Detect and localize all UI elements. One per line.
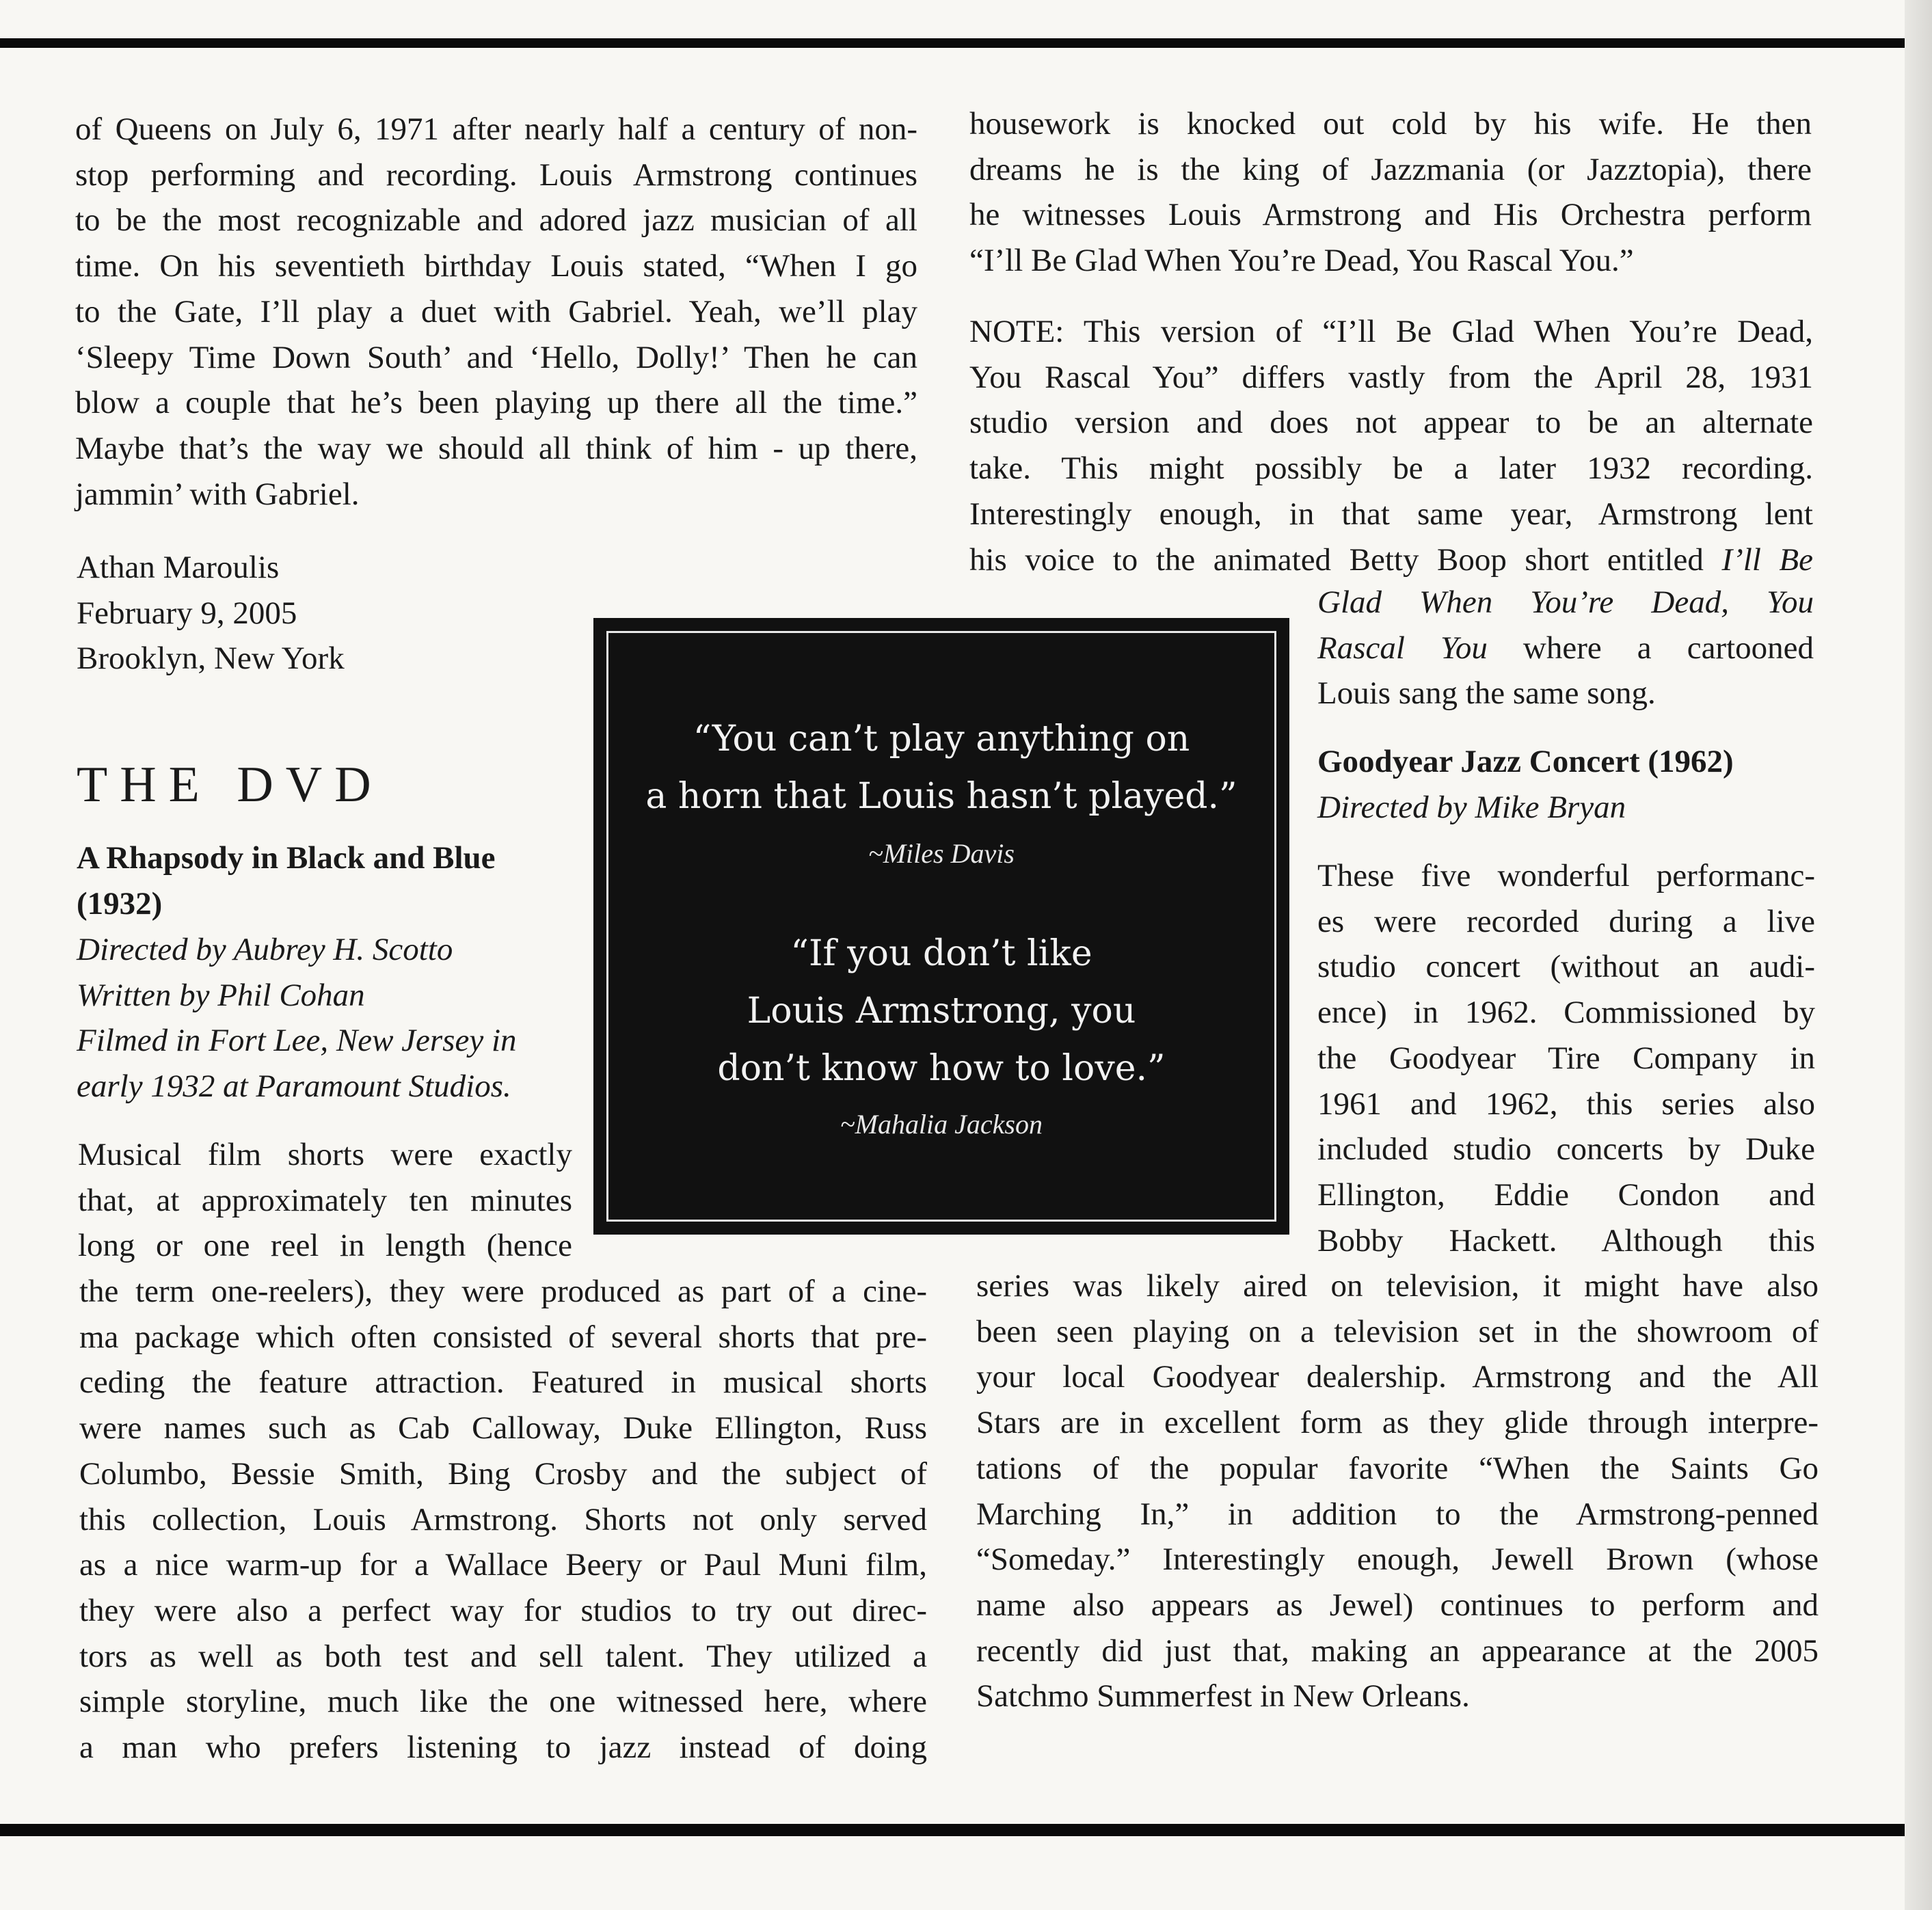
film1-title-line1: A Rhapsody in Black and Blue xyxy=(77,840,496,876)
film2-paragraph-body xyxy=(976,1263,1819,1719)
text-line: he witnesses Louis Armstrong and His Orchestra perform xyxy=(969,197,1812,233)
text-line: tations of the popular favorite “When the Saints Go xyxy=(976,1450,1819,1486)
text-line: take. This might possibly be a later 1932 recording. xyxy=(969,450,1813,487)
text-line: Stars are in excellent form as they glide through interpre- xyxy=(976,1405,1819,1441)
text-line: name also appears as Jewel) continues to perform and xyxy=(976,1587,1819,1623)
text-line: 1961 and 1962, this series also xyxy=(1317,1086,1815,1122)
film1-writer: Written by Phil Cohan xyxy=(77,977,365,1013)
film2-title: Goodyear Jazz Concert (1962) xyxy=(1317,744,1734,779)
film1-paragraph-narrow xyxy=(78,1132,572,1269)
text-line: es were recorded during a live xyxy=(1317,903,1815,939)
text-line: studio concert (without an audi- xyxy=(1317,949,1815,985)
text-line: the Goodyear Tire Company in xyxy=(1317,1040,1815,1076)
quote-line: Louis Armstrong, you xyxy=(747,991,1136,1032)
attribution-mahalia-jackson: ~Mahalia Jackson xyxy=(840,1109,1043,1140)
text-line: blow a couple that he’s been playing up there all the time.” xyxy=(75,385,917,421)
signature-date: February 9, 2005 xyxy=(77,595,297,631)
text-line: that, at approximately ten minutes xyxy=(78,1182,572,1218)
text-line: “Someday.” Interestingly enough, Jewell Brown (whose xyxy=(976,1542,1819,1578)
text-line: Bobby Hackett. Although this xyxy=(1317,1222,1815,1259)
quote-line: don’t know how to love.” xyxy=(717,1048,1166,1089)
page-edge xyxy=(1905,0,1932,1910)
text-line: were names such as Cab Calloway, Duke Ellington, Russ xyxy=(79,1410,927,1447)
top-rule xyxy=(0,38,1907,48)
text-line: long or one reel in length (hence xyxy=(78,1228,572,1264)
text-line: Marching In,” in addition to the Armstrong-penned xyxy=(976,1496,1819,1532)
text-line: tors as well as both test and sell talent. They utilized a xyxy=(79,1638,927,1674)
author-name: Athan Maroulis xyxy=(77,550,280,585)
quote-line: a horn that Louis hasn’t played.” xyxy=(645,776,1237,817)
quote-line: “You can’t play anything on xyxy=(693,718,1190,759)
text-line: this collection, Louis Armstrong. Shorts not only served xyxy=(79,1501,927,1537)
text-line: ‘Sleepy Time Down South’ and ‘Hello, Dolly!’ Then he can xyxy=(75,339,917,375)
text-line: Ellington, Eddie Condon and xyxy=(1317,1176,1815,1213)
text-line: recently did just that, making an appearance at the 2005 xyxy=(976,1632,1819,1669)
text-line: Columbo, Bessie Smith, Bing Crosby and the subject of xyxy=(79,1455,927,1492)
text-line: Maybe that’s the way we should all think of him - up there, xyxy=(75,430,917,466)
text-line: series was likely aired on television, it might have also xyxy=(976,1268,1819,1304)
text-line: NOTE: This version of “I’ll Be Glad When You’re Dead, xyxy=(969,314,1813,349)
film1-location: Filmed in Fort Lee, New Jersey in xyxy=(77,1023,517,1059)
text-line: jammin’ with Gabriel. xyxy=(75,476,360,512)
film1-credits xyxy=(77,927,517,1109)
note-line-6: his voice to the animated Betty Boop short entitled I’ll Be xyxy=(969,541,1813,578)
section-title: THE DVD xyxy=(77,757,384,813)
text-line: ence) in 1962. Commissioned by xyxy=(1317,995,1815,1031)
film1-title-line2: (1932) xyxy=(77,885,163,922)
film1-paragraph-body xyxy=(79,1269,927,1771)
attribution-miles-davis: ~Miles Davis xyxy=(868,838,1015,869)
film2-director: Directed by Mike Bryan xyxy=(1317,790,1626,825)
text-line: as a nice warm-up for a Wallace Beery or Paul Muni film, xyxy=(79,1547,927,1583)
text-line: been seen playing on a television set in the showroom of xyxy=(976,1313,1819,1349)
text-line: These five wonderful performanc- xyxy=(1317,858,1815,893)
film2-paragraph-narrow xyxy=(1317,853,1815,1263)
quote-miles-davis xyxy=(595,710,1287,825)
text-line: Musical film shorts were exactly xyxy=(78,1137,572,1172)
film1-director: Directed by Aubrey H. Scotto xyxy=(77,932,453,967)
pull-quote-box xyxy=(593,618,1289,1235)
text-line: You Rascal You” differs vastly from the April 28, 1931 xyxy=(969,359,1813,395)
text-line: ma package which often consisted of several shorts that pre- xyxy=(79,1319,927,1355)
quote-line: “If you don’t like xyxy=(790,933,1092,974)
film1-title xyxy=(77,835,496,926)
text-line: simple storyline, much like the one witnessed here, where xyxy=(79,1684,927,1720)
bottom-rule xyxy=(0,1824,1907,1836)
text-line: “I’ll Be Glad When You’re Dead, You Rascal You.” xyxy=(969,243,1634,279)
signature-place: Brooklyn, New York xyxy=(77,641,345,677)
note-paragraph-narrow xyxy=(1317,580,1814,716)
text-line: time. On his seventieth birthday Louis stated, “When I go xyxy=(75,248,917,284)
film1-paragraph-continued xyxy=(969,101,1812,284)
text-line: stop performing and recording. Louis Armstrong continues xyxy=(75,157,917,193)
quote-mahalia-jackson xyxy=(595,925,1287,1097)
text-line: the term one-reelers), they were produced as part of a cine- xyxy=(79,1274,927,1309)
text-line: your local Goodyear dealership. Armstrong and the All xyxy=(976,1359,1819,1395)
text-line: Interestingly enough, in that same year, Armstrong lent xyxy=(969,496,1813,532)
note-narrow-line1: Glad When You’re Dead, You xyxy=(1317,584,1814,620)
text-line: housework is knocked out cold by his wife. He then xyxy=(969,106,1812,142)
note-narrow-line3: Louis sang the same song. xyxy=(1317,675,1656,712)
text-line: to the Gate, I’ll play a duet with Gabriel. Yeah, we’ll play xyxy=(75,293,917,329)
author-signature xyxy=(77,545,345,682)
text-line: dreams he is the king of Jazzmania (or Jazztopia), there xyxy=(969,151,1812,187)
text-line: a man who prefers listening to jazz instead of doing xyxy=(79,1730,927,1766)
intro-paragraph xyxy=(75,107,917,517)
note-paragraph xyxy=(969,309,1813,582)
text-line: Satchmo Summerfest in New Orleans. xyxy=(976,1678,1470,1714)
text-line: they were also a perfect way for studios to try out direc- xyxy=(79,1592,927,1628)
text-line: ceding the feature attraction. Featured in musical shorts xyxy=(79,1364,927,1401)
text-line: to be the most recognizable and adored jazz musician of all xyxy=(75,202,917,239)
text-line: studio version and does not appear to be an alternate xyxy=(969,405,1813,441)
note-narrow-line2: Rascal You where a cartooned xyxy=(1317,630,1814,666)
text-line: included studio concerts by Duke xyxy=(1317,1131,1815,1168)
film1-date: early 1932 at Paramount Studios. xyxy=(77,1068,511,1105)
text-line: of Queens on July 6, 1971 after nearly half a century of non- xyxy=(75,111,917,147)
